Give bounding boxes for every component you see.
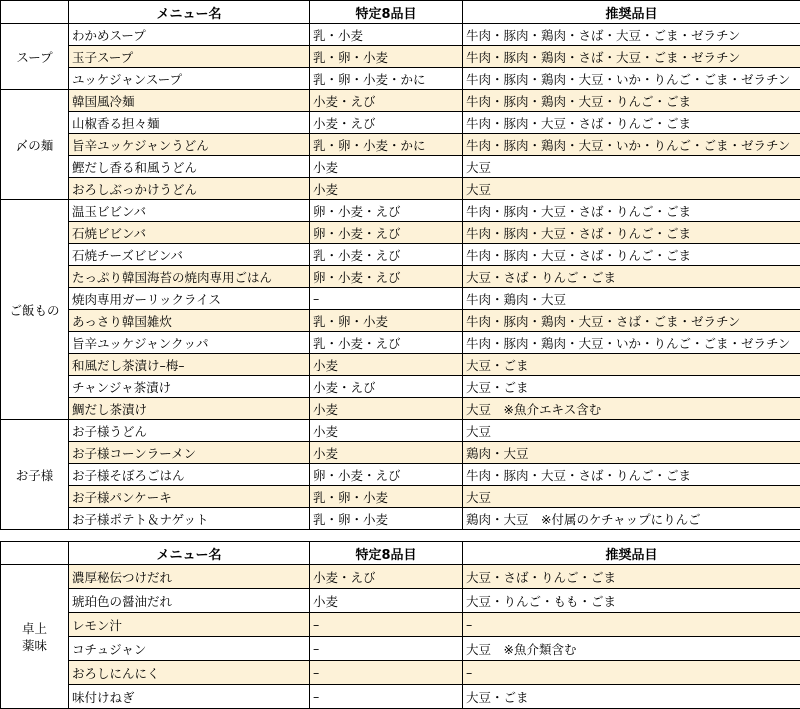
table-row [1, 24, 800, 46]
recommended-cell: 牛肉・豚肉・鶏肉・大豆・いか・りんご・ごま・ゼラチン [463, 134, 800, 156]
menu-name-cell: 琥珀色の醤油だれ [69, 589, 310, 613]
category-line: 卓上 [21, 620, 47, 636]
menu-name-cell: おろしにんにく [69, 661, 310, 685]
table-row [1, 332, 800, 354]
menu-name-cell: お子様うどん [69, 420, 310, 442]
menu-name-cell: レモン汁 [69, 613, 310, 637]
menu-name-cell: ユッケジャンスープ [69, 68, 310, 90]
table-row [1, 222, 800, 244]
menu-name-cell: たっぷり韓国海苔の焼肉専用ごはん [69, 266, 310, 288]
table-row [1, 46, 800, 68]
recommended-cell: 大豆 ※魚介エキス含む [463, 398, 800, 420]
menu-name-cell: おろしぶっかけうどん [69, 178, 310, 200]
table-row [1, 134, 800, 156]
specific8-cell: 乳・卵・小麦 [310, 486, 463, 508]
menu-name-cell: 石焼チーズビビンバ [69, 244, 310, 266]
specific8-cell: 小麦・えび [310, 376, 463, 398]
recommended-cell: 牛肉・豚肉・大豆・さば・りんご・ごま [463, 222, 800, 244]
table-row [1, 661, 800, 685]
table-row [1, 90, 800, 112]
header-menu-name: メニュー名 [69, 1, 310, 24]
specific8-cell: 乳・小麦・えび [310, 244, 463, 266]
recommended-cell: – [463, 661, 800, 685]
specific8-cell: 小麦 [310, 178, 463, 200]
table-row [1, 376, 800, 398]
recommended-cell: 牛肉・豚肉・鶏肉・大豆・いか・りんご・ごま・ゼラチン [463, 68, 800, 90]
recommended-cell: 大豆・ごま [463, 685, 800, 709]
specific8-cell: 乳・卵・小麦 [310, 46, 463, 68]
table-row [1, 464, 800, 486]
specific8-cell: 乳・小麦 [310, 24, 463, 46]
table-header-row [1, 542, 800, 565]
menu-name-cell: 濃厚秘伝つけだれ [69, 565, 310, 589]
specific8-cell: 乳・卵・小麦・かに [310, 134, 463, 156]
recommended-cell: 鶏肉・大豆 ※付属のケチャップにりんご [463, 508, 800, 530]
category-cell: ご飯もの [1, 200, 69, 420]
specific8-cell: 乳・卵・小麦・かに [310, 68, 463, 90]
table-row [1, 486, 800, 508]
menu-name-cell: 焼肉専用ガーリックライス [69, 288, 310, 310]
specific8-cell: 卵・小麦・えび [310, 222, 463, 244]
menu-name-cell: 温玉ビビンバ [69, 200, 310, 222]
recommended-cell: 牛肉・鶏肉・大豆 [463, 288, 800, 310]
table-row [1, 442, 800, 464]
specific8-cell: 卵・小麦・えび [310, 266, 463, 288]
table-row [1, 685, 800, 709]
table-row [1, 589, 800, 613]
recommended-cell: 牛肉・豚肉・鶏肉・さば・大豆・ごま・ゼラチン [463, 46, 800, 68]
table-row [1, 508, 800, 530]
header-category [1, 1, 69, 24]
table-row [1, 398, 800, 420]
table-row [1, 112, 800, 134]
specific8-cell: 小麦 [310, 398, 463, 420]
menu-name-cell: 鯛だし茶漬け [69, 398, 310, 420]
recommended-cell: 大豆 [463, 178, 800, 200]
recommended-cell: 大豆・ごま [463, 354, 800, 376]
menu-name-cell: お子様ポテト＆ナゲット [69, 508, 310, 530]
specific8-cell: 乳・小麦・えび [310, 332, 463, 354]
header-recommended: 推奨品目 [463, 542, 800, 565]
menu-name-cell: 味付けねぎ [69, 685, 310, 709]
recommended-cell: 大豆 ※魚介類含む [463, 637, 800, 661]
table-row [1, 310, 800, 332]
table-row [1, 266, 800, 288]
recommended-cell: 大豆 [463, 420, 800, 442]
recommended-cell: 大豆・ごま [463, 376, 800, 398]
specific8-cell: 乳・卵・小麦 [310, 508, 463, 530]
recommended-cell: 牛肉・豚肉・大豆・さば・りんご・ごま [463, 244, 800, 266]
category-cell [1, 565, 69, 709]
recommended-cell: – [463, 613, 800, 637]
specific8-cell: 小麦 [310, 354, 463, 376]
specific8-cell: – [310, 613, 463, 637]
recommended-cell: 牛肉・豚肉・鶏肉・大豆・さば・ごま・ゼラチン [463, 310, 800, 332]
menu-name-cell: 鰹だし香る和風うどん [69, 156, 310, 178]
header-specific8: 特定8品目 [310, 542, 463, 565]
specific8-cell: 小麦 [310, 156, 463, 178]
category-cell: 〆の麺 [1, 90, 69, 200]
recommended-cell: 牛肉・豚肉・大豆・さば・りんご・ごま [463, 112, 800, 134]
specific8-cell: 小麦 [310, 420, 463, 442]
specific8-cell: – [310, 661, 463, 685]
specific8-cell: 卵・小麦・えび [310, 200, 463, 222]
specific8-cell: 乳・卵・小麦 [310, 310, 463, 332]
table-header-row [1, 1, 800, 24]
specific8-cell: 小麦・えび [310, 112, 463, 134]
table-row [1, 68, 800, 90]
category-cell: お子様 [1, 420, 69, 530]
header-category [1, 542, 69, 565]
recommended-cell: 鶏肉・大豆 [463, 442, 800, 464]
table-row [1, 200, 800, 222]
table-row [1, 156, 800, 178]
table-row [1, 354, 800, 376]
specific8-cell: – [310, 288, 463, 310]
menu-name-cell: 韓国風冷麺 [69, 90, 310, 112]
recommended-cell: 牛肉・豚肉・大豆・さば・りんご・ごま [463, 464, 800, 486]
recommended-cell: 大豆・さば・りんご・ごま [463, 565, 800, 589]
table-row [1, 613, 800, 637]
menu-name-cell: お子様パンケーキ [69, 486, 310, 508]
specific8-cell: 卵・小麦・えび [310, 464, 463, 486]
recommended-cell: 牛肉・豚肉・鶏肉・大豆・りんご・ごま [463, 90, 800, 112]
header-specific8: 特定8品目 [310, 1, 463, 24]
table-row [1, 288, 800, 310]
menu-name-cell: 玉子スープ [69, 46, 310, 68]
recommended-cell: 牛肉・豚肉・鶏肉・さば・大豆・ごま・ゼラチン [463, 24, 800, 46]
specific8-cell: – [310, 637, 463, 661]
menu-name-cell: 石焼ビビンバ [69, 222, 310, 244]
specific8-cell: 小麦 [310, 589, 463, 613]
recommended-cell: 牛肉・豚肉・鶏肉・大豆・いか・りんご・ごま・ゼラチン [463, 332, 800, 354]
category-line: 薬味 [21, 637, 47, 653]
table-row [1, 637, 800, 661]
menu-name-cell: コチュジャン [69, 637, 310, 661]
recommended-cell: 大豆・りんご・もも・ごま [463, 589, 800, 613]
header-recommended: 推奨品目 [463, 1, 800, 24]
menu-name-cell: チャンジャ茶漬け [69, 376, 310, 398]
category-cell: スープ [1, 24, 69, 90]
specific8-cell: – [310, 685, 463, 709]
menu-name-cell: お子様コーンラーメン [69, 442, 310, 464]
menu-name-cell: 山椒香る担々麺 [69, 112, 310, 134]
menu-name-cell: お子様そぼろごはん [69, 464, 310, 486]
table-row [1, 244, 800, 266]
recommended-cell: 大豆 [463, 486, 800, 508]
table-row [1, 420, 800, 442]
menu-name-cell: 旨辛ユッケジャンクッパ [69, 332, 310, 354]
table-row [1, 178, 800, 200]
specific8-cell: 小麦 [310, 442, 463, 464]
menu-name-cell: あっさり韓国雑炊 [69, 310, 310, 332]
allergen-table-condiments [0, 541, 800, 709]
table-row [1, 565, 800, 589]
header-menu-name: メニュー名 [69, 542, 310, 565]
menu-name-cell: わかめスープ [69, 24, 310, 46]
recommended-cell: 大豆・さば・りんご・ごま [463, 266, 800, 288]
recommended-cell: 牛肉・豚肉・大豆・さば・りんご・ごま [463, 200, 800, 222]
menu-name-cell: 和風だし茶漬け–梅– [69, 354, 310, 376]
menu-name-cell: 旨辛ユッケジャンうどん [69, 134, 310, 156]
specific8-cell: 小麦・えび [310, 565, 463, 589]
specific8-cell: 小麦・えび [310, 90, 463, 112]
recommended-cell: 大豆 [463, 156, 800, 178]
